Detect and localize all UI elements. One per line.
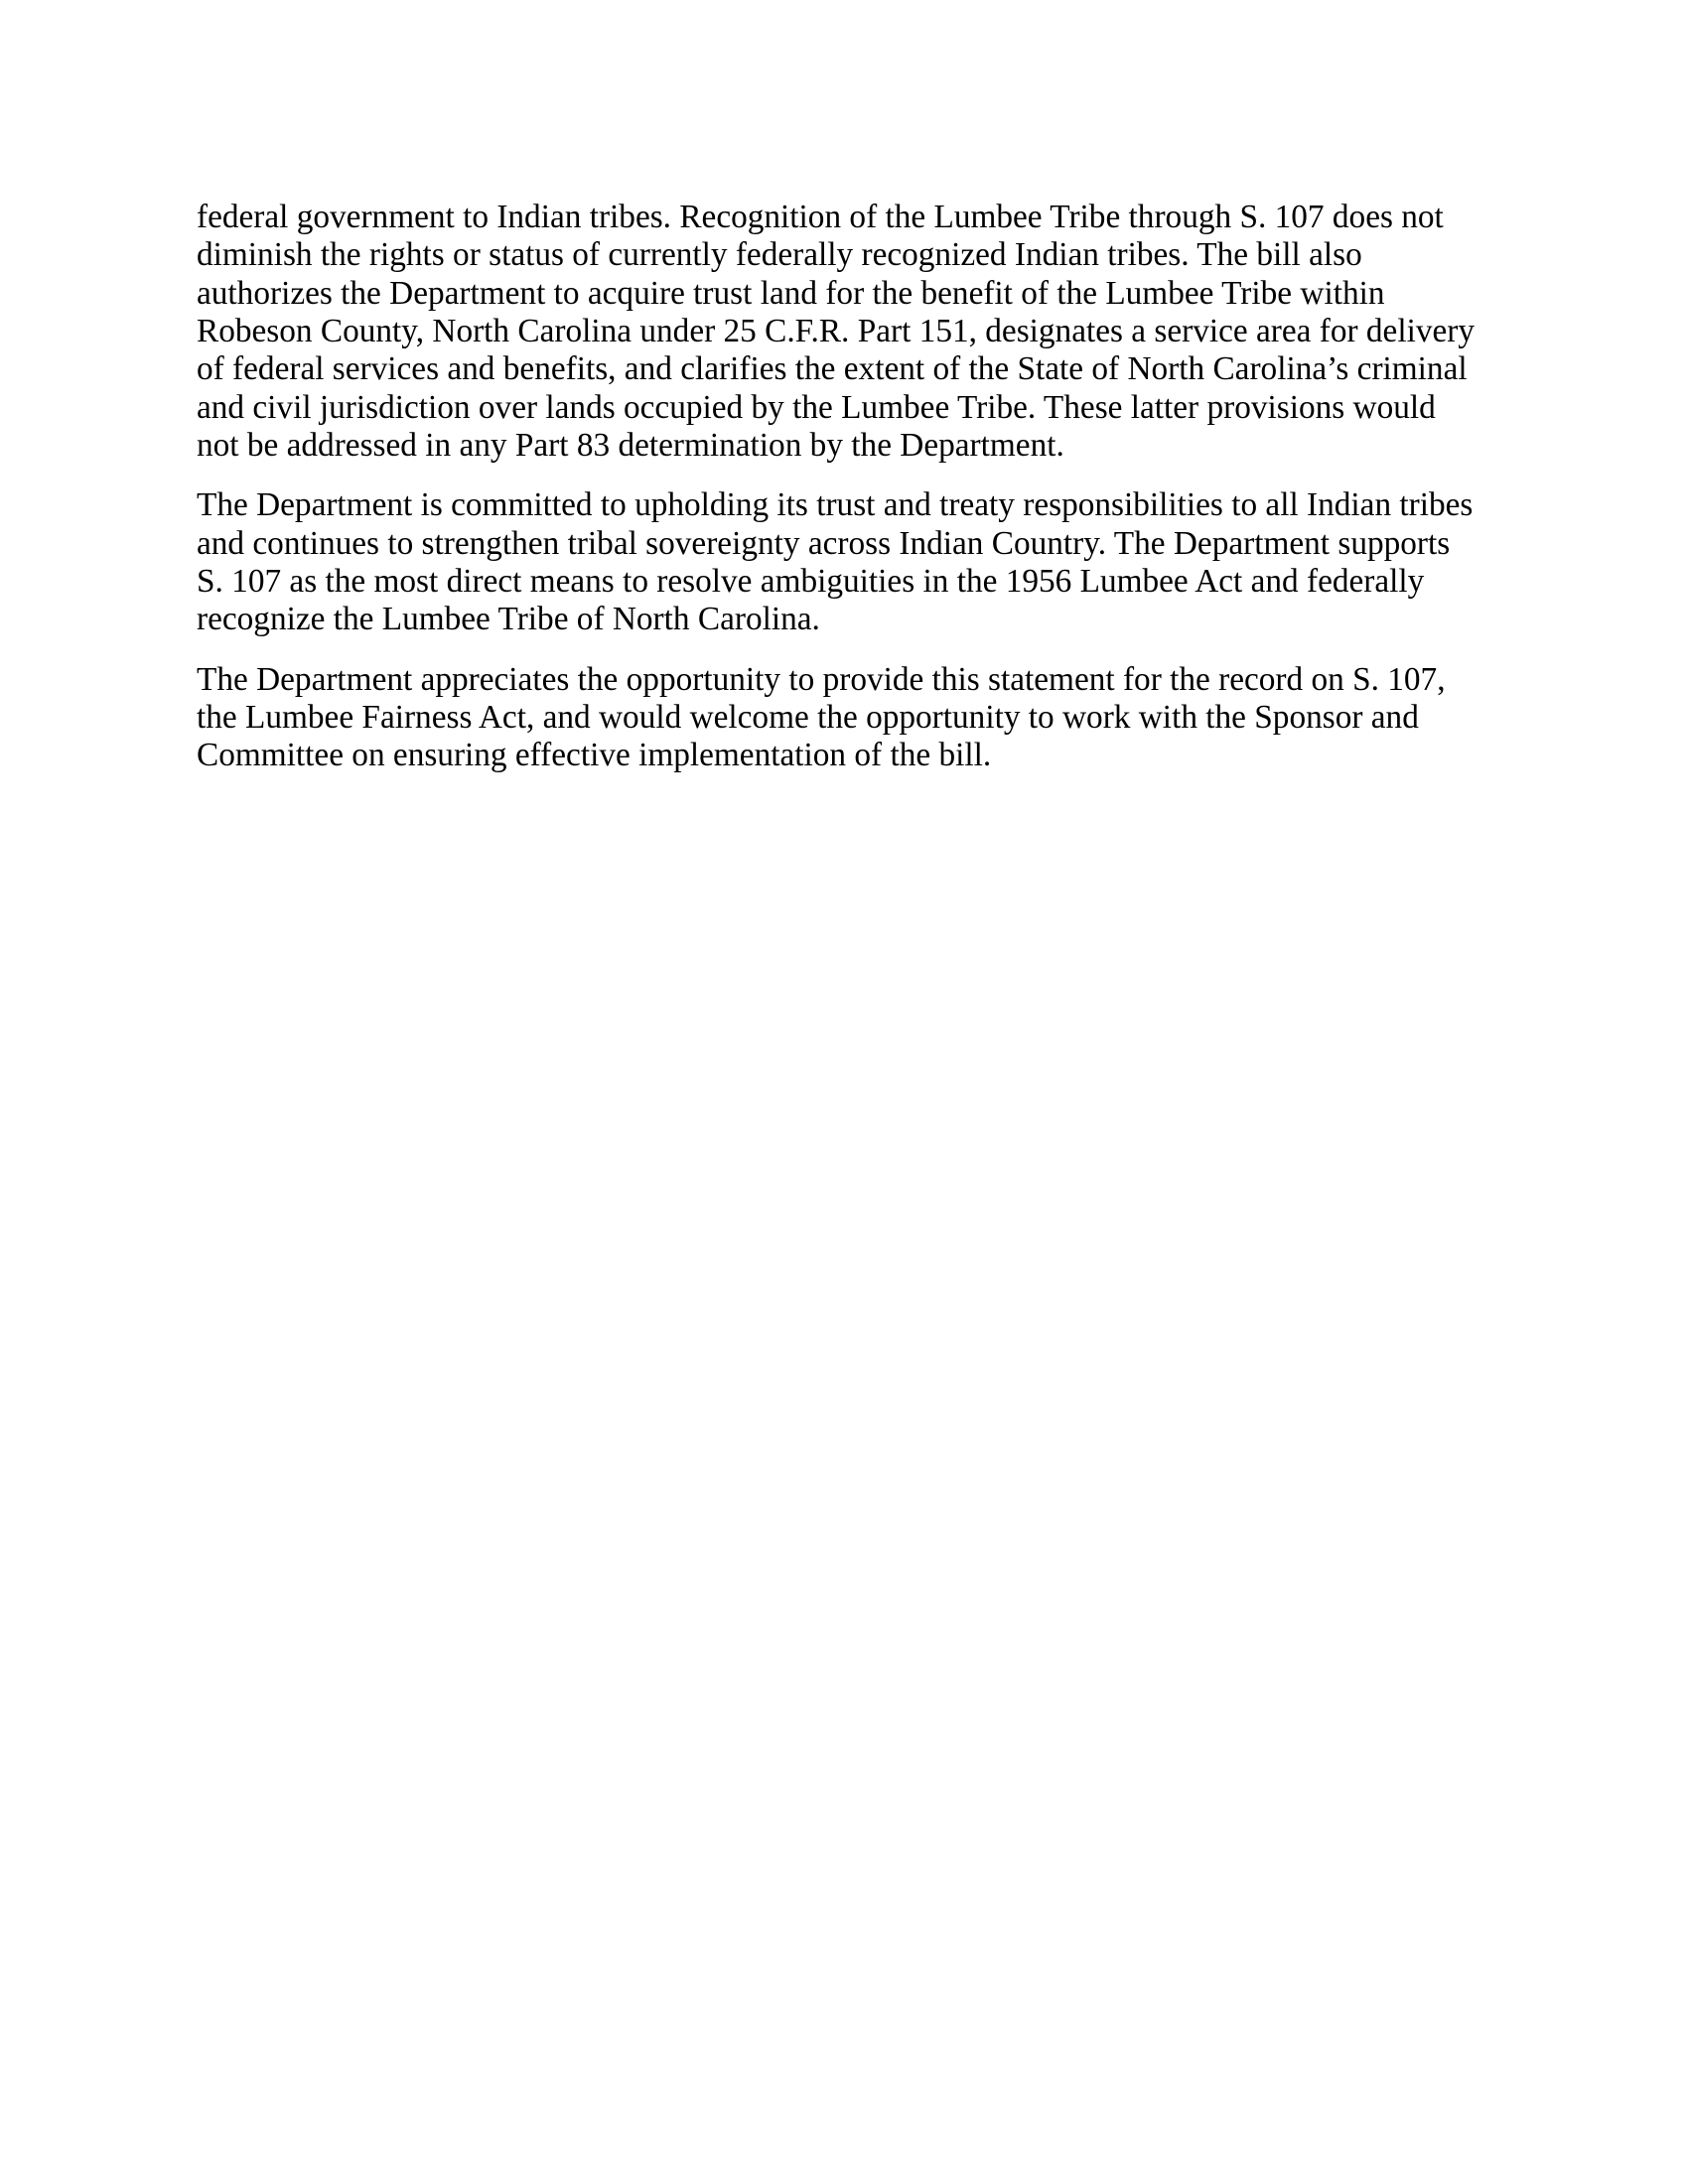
paragraph xyxy=(197,199,1489,465)
text-line: Robeson County, North Carolina under 25 C.F.R. Part 151, designates a service area for delivery xyxy=(197,312,1475,349)
text-line: of federal services and benefits, and clarifies the extent of the State of North Carolina’s criminal xyxy=(197,350,1468,388)
text-line: and continues to strengthen tribal sovereignty across Indian Country. The Department supports xyxy=(197,524,1451,562)
text-line: and civil jurisdiction over lands occupied by the Lumbee Tribe. These latter provisions would xyxy=(197,388,1436,426)
text-line: the Lumbee Fairness Act, and would welcome the opportunity to work with the Sponsor and xyxy=(197,698,1419,736)
document-body xyxy=(197,199,1489,775)
text-line: The Department is committed to upholding its trust and treaty responsibilities to all Indian tribes xyxy=(197,486,1474,524)
paragraph xyxy=(197,661,1489,775)
paragraph xyxy=(197,486,1489,638)
text-line: federal government to Indian tribes. Recognition of the Lumbee Tribe through S. 107 does not xyxy=(197,199,1444,235)
text-line: recognize the Lumbee Tribe of North Carolina. xyxy=(197,601,820,638)
text-line: Committee on ensuring effective implementation of the bill. xyxy=(197,737,992,774)
text-line: diminish the rights or status of currently federally recognized Indian tribes. The bill also xyxy=(197,236,1362,274)
text-line: not be addressed in any Part 83 determination by the Department. xyxy=(197,426,1064,464)
text-line: S. 107 as the most direct means to resolve ambiguities in the 1956 Lumbee Act and federally xyxy=(197,562,1425,600)
text-line: The Department appreciates the opportunity to provide this statement for the record on S. 107, xyxy=(197,660,1446,698)
text-line: authorizes the Department to acquire trust land for the benefit of the Lumbee Tribe within xyxy=(197,274,1385,312)
